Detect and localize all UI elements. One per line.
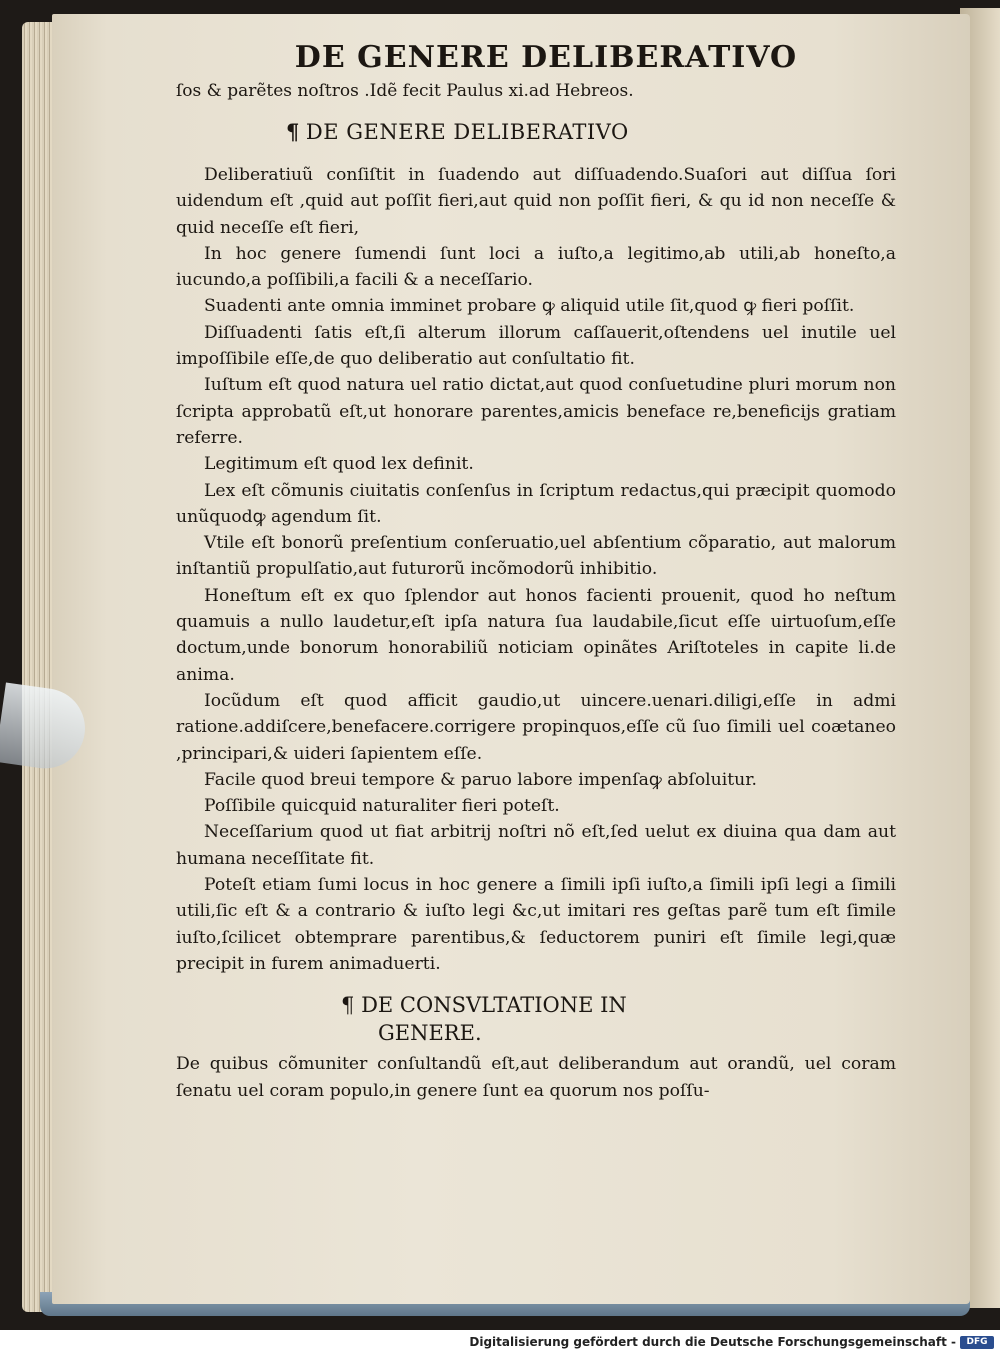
carryover-line: ſos & parẽtes noſtros .Idẽ fecit Paulus xi.ad Hebreos. [176,81,634,101]
paragraph: Iuſtum eſt quod natura uel ratio dictat,aut quod conſuetudine pluri morum non ſcripta approbatũ eſt,ut honorare parentes,amicis beneface re,beneficijs gratiam referre. [176,375,896,448]
paragraph: In hoc genere ſumendi ſunt loci a iuſto,a legitimo,ab utili,ab honeſto,a iucundo,a poſſibili,a facili & a neceſſario. [176,243,896,291]
paragraph: Iocũdum eſt quod afficit gaudio,ut uincere.uenari.diligi,eſſe in admi ratione.addiſcere,benefacere.corrigere propinquos,eſſe cũ ſuo ſimili uel coætaneo ,principari,& uideri ſapientem eſſe. [176,690,896,764]
footer-bar [0,1330,1000,1355]
section-heading-line1: DE CONSVLTATIONE IN [361,993,627,1018]
funding-credit: Digitalisierung gefördert durch die Deutsche Forschungsgemeinschaft - [469,1335,956,1349]
section-heading-consultatione [176,991,896,1047]
paragraph: Lex eſt cõmunis ciuitatis conſenſus in ſcriptum redactus,qui præcipit quomodo unũquodꝙ agendum ſit. [176,480,896,527]
paragraph: Neceſſarium quod ut fiat arbitrij noſtri nõ eſt,ſed uelut ex diuina qua dam aut humana neceſſitate fit. [176,822,896,869]
paragraph: Poſſibile quicquid naturaliter fieri poteſt. [204,796,560,817]
paragraph: Legitimum eſt quod lex definit. [204,454,474,475]
paragraph: Honeſtum eſt ex quo ſplendor aut honos facienti prouenit, quod ho neſtum quamuis a nullo laudetur,eſt ipſa natura ſua laudabile,ſicut eſſe uirtuoſum,eſſe doctum,unde bonorum honorabiliũ noticiam opinãtes Ariſtoteles in capite li.de anima. [176,585,896,685]
paragraph: Poteſt etiam ſumi locus in hoc genere a ſimili ipſi iuſto,a ſimili ipſi legi a ſimili utili,ſic eſt & a contrario & iuſto legi &c,ut imitari res geſtas parẽ tum eſt ſimile iuſto,ſcilicet obtemprare parentibus,& ſeductorem puniri eſt ſimile legi,quæ precipit in furem animaduerti. [176,875,896,974]
pilcrow-mark: ¶ [286,119,300,144]
page-text [176,40,896,1104]
paragraph: Vtile eſt bonorũ preſentium conſeruatio,uel abſentium cõparatio, aut malorum inſtantiũ propulſatio,aut futurorũ incõmodorũ inhibitio. [176,533,896,580]
pilcrow-mark: ¶ [341,993,355,1018]
paragraph: Diſſuadenti ſatis eſt,ſi alterum illorum caſſauerit,oſtendens uel inutile uel impoſſibile eſſe,de quo deliberatio aut conſultatio fit. [176,322,896,370]
paragraph: Suadenti ante omnia imminet probare ꝙ aliquid utile ſit,quod ꝙ fieri poſſit. [204,296,855,317]
section-heading-deliberativo [176,119,896,144]
paragraph: Facile quod breui tempore & paruo labore impenſaꝙ abſoluitur. [204,769,758,790]
running-head: DE GENERE DELIBERATIVO [294,40,798,75]
paragraph: Deliberatiuũ conſiſtit in ſuadendo aut diſſuadendo.Suaſori aut diſſua ſori uidendum eſt ,quid aut poſſit fieri,aut quid non poſſit fieri, & qu id non neceſſe & quid neceſſe eſt fieri, [176,165,896,238]
section-heading-text: DE GENERE DELIBERATIVO [305,120,629,144]
dfg-logo: DFG [960,1336,994,1349]
section-heading-line2: GENERE. [378,1021,482,1046]
final-paragraph: De quibus cõmuniter conſultandũ eſt,aut deliberandum aut orandũ, uel coram ſenatu uel coram populo,in genere ſunt ea quorum nos poſſu- [176,1054,896,1101]
